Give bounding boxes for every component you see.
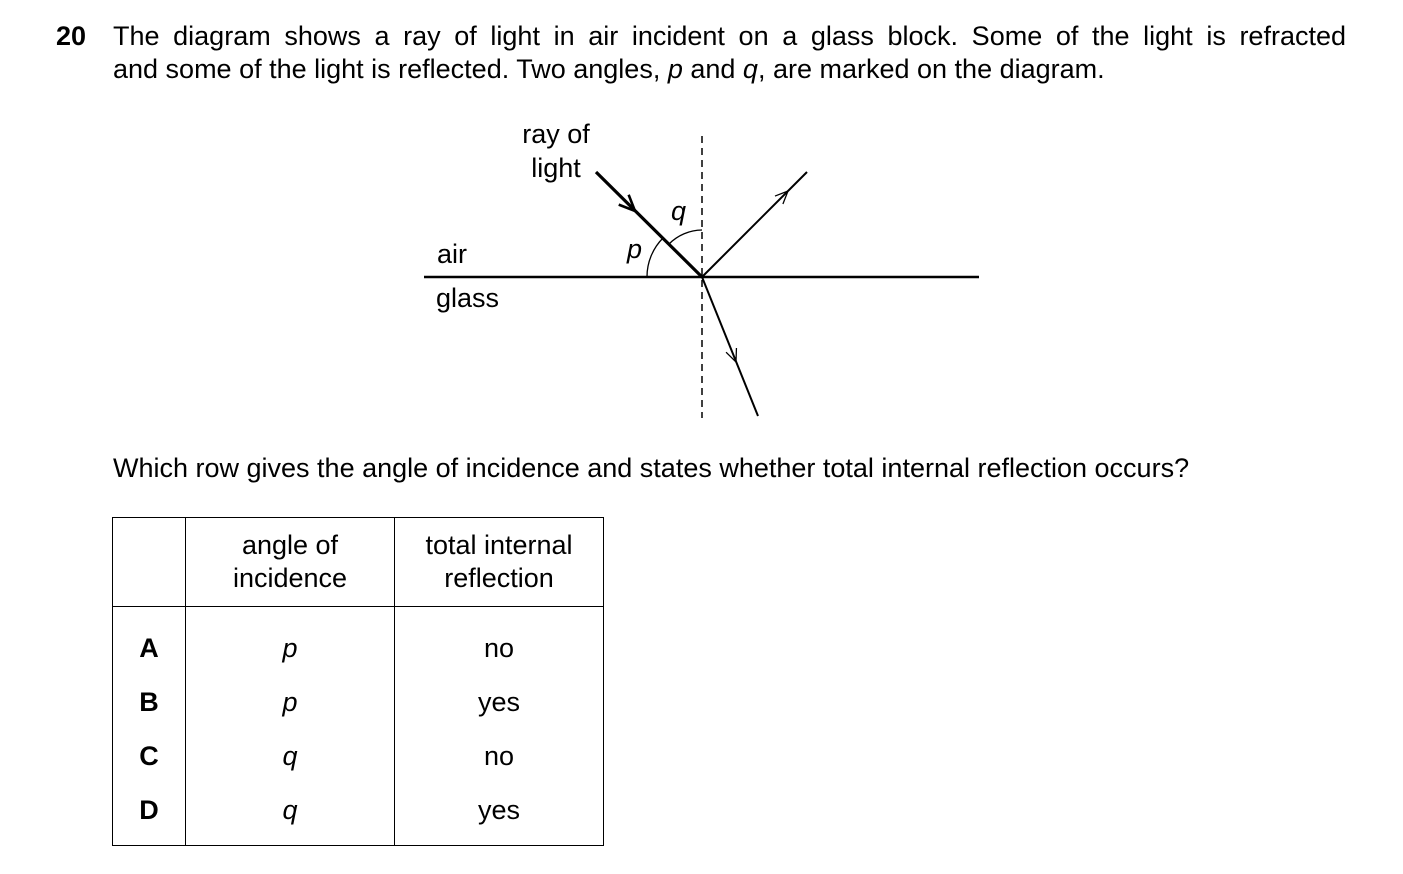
option-letter[interactable]: C (113, 729, 186, 783)
glass-label: glass (436, 283, 500, 313)
question-prompt: Which row gives the angle of incidence and states whether total internal reflection occurs? (113, 453, 1190, 483)
header-blank-cell (113, 518, 186, 607)
header-total-internal-reflection (395, 518, 604, 607)
angle-q-arc (669, 230, 702, 244)
table-row (113, 729, 604, 783)
header-text: total internal (425, 530, 573, 560)
refracted-ray (702, 277, 758, 416)
option-angle: p (186, 675, 395, 729)
header-angle-of-incidence (186, 518, 395, 607)
ray-label-line-1: ray of (522, 119, 590, 149)
option-letter[interactable]: B (113, 675, 186, 729)
air-label: air (437, 239, 468, 269)
option-angle: q (186, 729, 395, 783)
header-text: reflection (444, 563, 554, 593)
ray-label-line-2: light (531, 153, 581, 183)
table-row (113, 607, 604, 676)
stem-text: and (682, 54, 743, 84)
table-row (113, 783, 604, 846)
stem-text: and some of the light is reflected. Two angles, (113, 54, 668, 84)
table-row (113, 675, 604, 729)
stem-angle-q: q (742, 54, 758, 84)
stem-angle-p: p (667, 54, 683, 84)
option-letter[interactable]: D (113, 783, 186, 846)
option-angle: p (186, 607, 395, 676)
stem-text: , are marked on the diagram. (757, 54, 1105, 84)
option-tir: yes (395, 675, 604, 729)
header-text: incidence (232, 563, 348, 593)
angle-p-arc (647, 238, 663, 277)
header-row (113, 518, 604, 607)
angle-q-label: q (671, 196, 687, 226)
option-letter[interactable]: A (113, 607, 186, 676)
option-tir: no (395, 607, 604, 676)
option-tir: yes (395, 783, 604, 846)
question-number: 20 (56, 21, 87, 51)
stem-line-1: The diagram shows a ray of light in air incident on a glass block. Some of the light is refracted (113, 21, 1346, 51)
reflected-ray (702, 172, 807, 277)
option-tir: no (395, 729, 604, 783)
answer-table (112, 517, 604, 846)
option-angle: q (186, 783, 395, 846)
angle-p-label: p (627, 234, 643, 264)
header-text: angle of (241, 530, 339, 560)
